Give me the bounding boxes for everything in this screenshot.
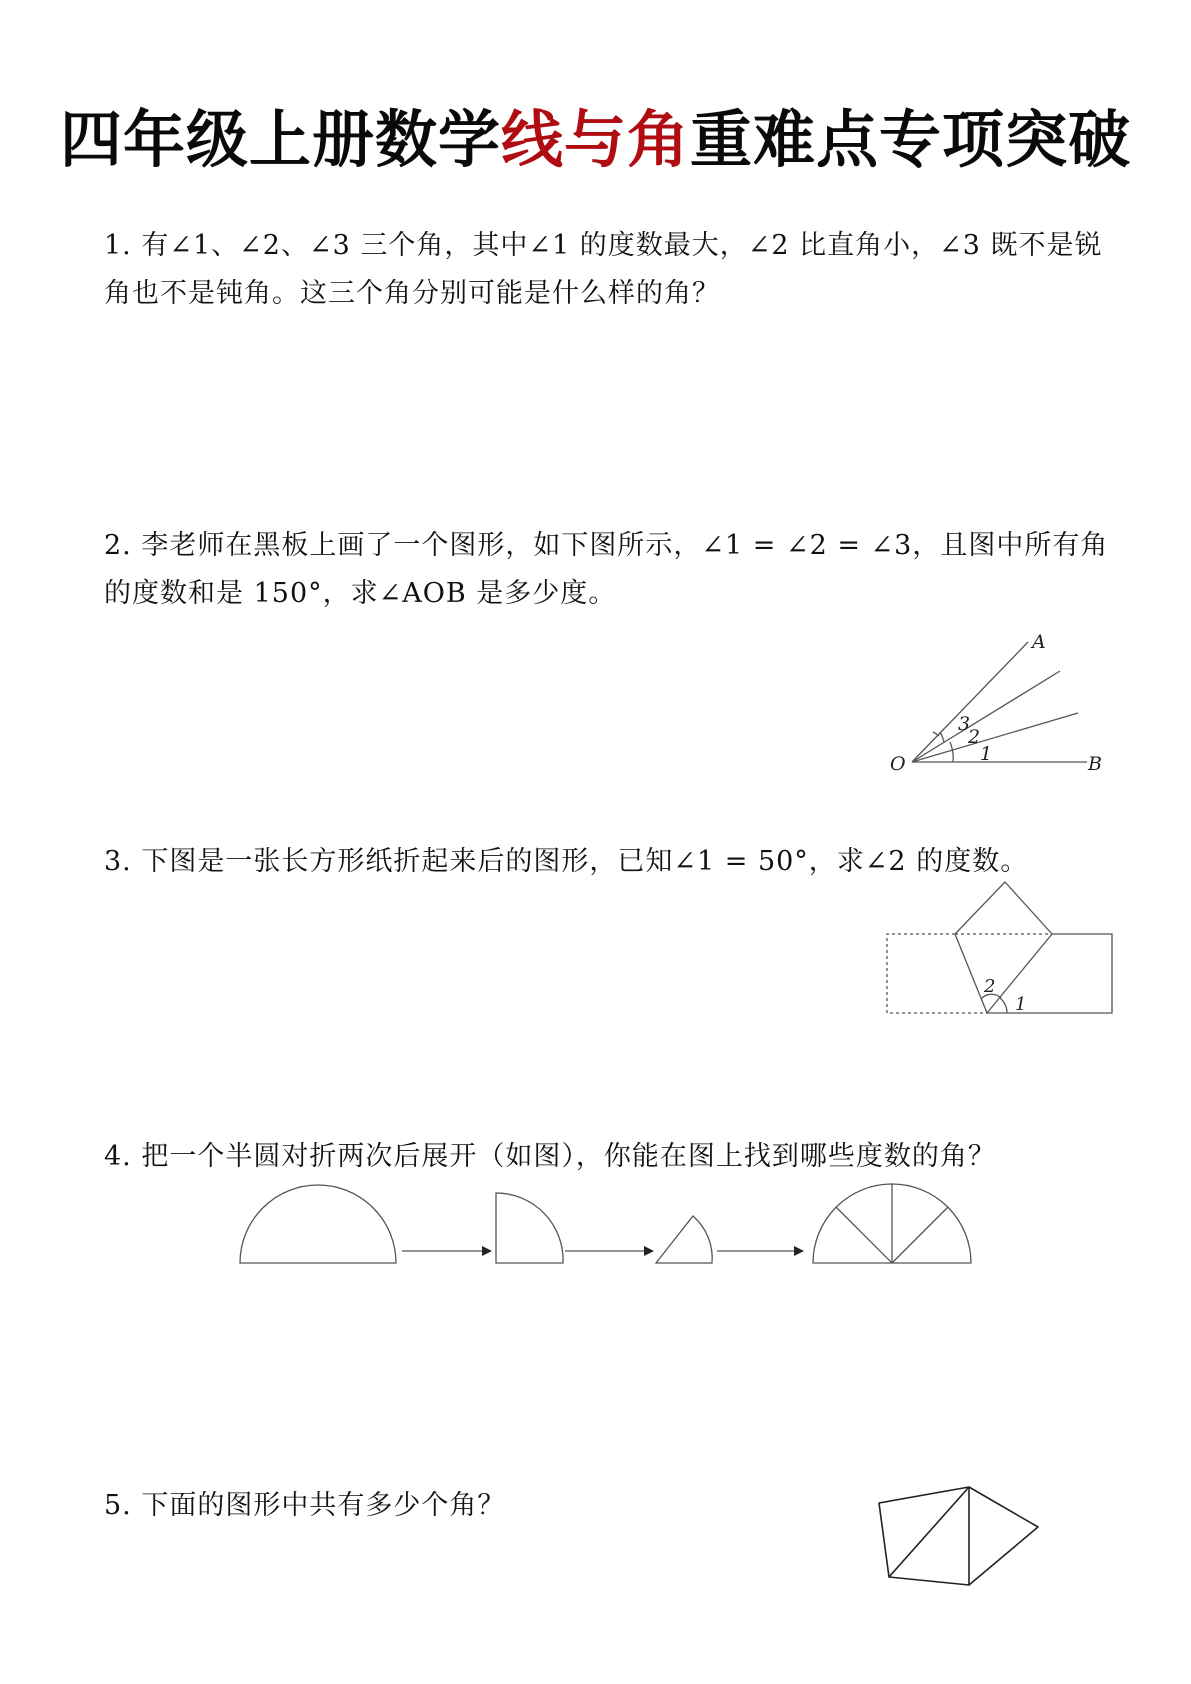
question-4	[104, 1133, 1124, 1181]
question-text: 下图是一张长方形纸折起来后的图形，已知∠1 = 50°，求∠2 的度数。	[141, 846, 1029, 877]
question-number: 1.	[104, 230, 132, 261]
question-number: 5.	[104, 1490, 132, 1521]
question-text: 李老师在黑板上画了一个图形，如下图所示，∠1 = ∠2 = ∠3，且图中所有角的度数和是 150°，求∠AOB 是多少度。	[104, 530, 1109, 609]
question-text: 下面的图形中共有多少个角？	[141, 1490, 506, 1521]
question-text: 有∠1、∠2、∠3 三个角，其中∠1 的度数最大，∠2 比直角小，∠3 既不是锐角也不是钝角。这三个角分别可能是什么样的角？	[104, 230, 1103, 309]
label-angle-2: 2	[984, 976, 996, 997]
page-title	[0, 100, 1191, 180]
title-highlight: 线与角	[500, 103, 690, 176]
title-prefix: 四年级上册数学	[59, 103, 501, 176]
label-b: B	[1088, 753, 1102, 775]
question-1	[104, 222, 1124, 318]
arrow-2-icon	[644, 1246, 654, 1256]
folded-paper-figure	[880, 880, 1120, 1020]
question-3	[104, 838, 1124, 886]
question-number: 2.	[104, 530, 132, 561]
arrow-1-icon	[482, 1246, 492, 1256]
label-angle-3: 3	[958, 713, 971, 735]
title-suffix: 重难点专项突破	[690, 103, 1132, 176]
question-text: 把一个半圆对折两次后展开（如图），你能在图上找到哪些度数的角？	[141, 1141, 996, 1172]
angle-aob-figure	[870, 620, 1120, 790]
arrow-3-icon	[794, 1246, 804, 1256]
question-number: 4.	[104, 1141, 132, 1172]
semicircle-fold-figure	[230, 1175, 990, 1270]
question-number: 3.	[104, 846, 132, 877]
label-angle-1: 1	[1015, 994, 1027, 1015]
label-angle-1: 1	[980, 743, 993, 765]
label-o: O	[890, 753, 906, 775]
question-2	[104, 522, 1124, 618]
label-a: A	[1032, 631, 1046, 653]
label-angle-2: 2	[968, 726, 981, 748]
pentagon-angles-figure	[860, 1460, 1060, 1590]
